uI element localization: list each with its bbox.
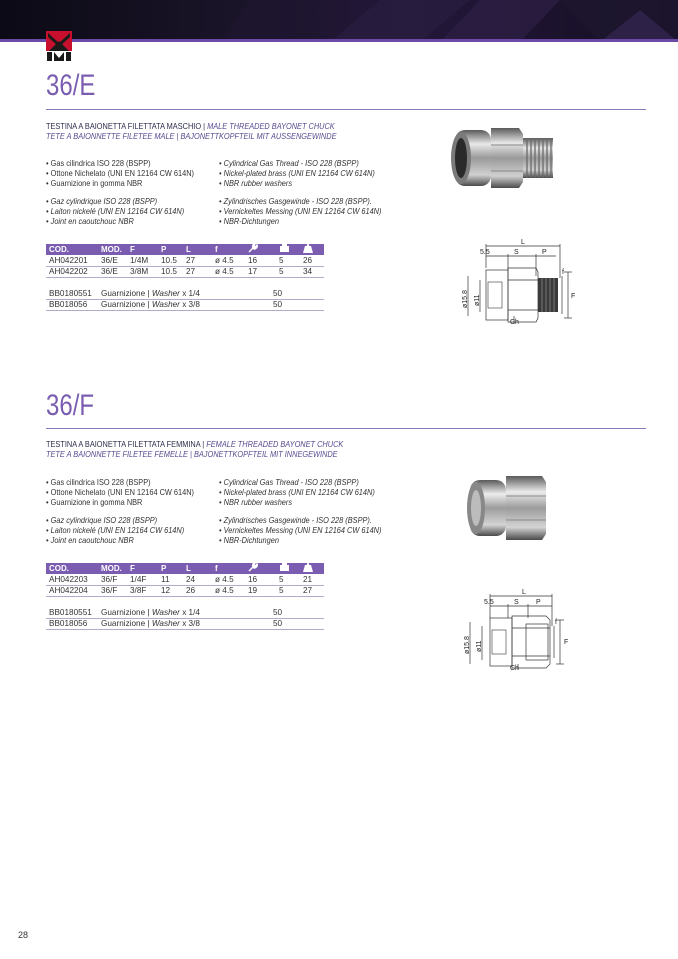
dim-label: f bbox=[562, 269, 564, 276]
gasket-label: Guarnizione | bbox=[101, 619, 150, 628]
dim-label: P bbox=[542, 249, 547, 256]
dim-label: S bbox=[514, 599, 519, 606]
bullet: • Guarnizione in gomma NBR bbox=[46, 497, 143, 507]
table-row bbox=[46, 574, 324, 585]
cell: AH042203 bbox=[46, 574, 98, 585]
cell: 24 bbox=[183, 574, 212, 585]
subtitle-italic: TETE A BAIONNETTE FILETEE FEMELLE | BAJONETTKOPFTEIL MIT INNEGEWINDE bbox=[46, 449, 338, 459]
cell: 17 bbox=[245, 266, 276, 277]
dim-label: P bbox=[536, 599, 541, 606]
bullet: • Guarnizione in gomma NBR bbox=[46, 178, 143, 188]
cell bbox=[98, 607, 270, 618]
col-weight bbox=[300, 244, 324, 255]
col-cod: COD. bbox=[46, 563, 98, 574]
cell: 50 bbox=[270, 288, 324, 299]
cell: 5 bbox=[276, 574, 300, 585]
cell: 3/8M bbox=[127, 266, 158, 277]
col-box bbox=[276, 563, 300, 574]
table-header bbox=[46, 244, 324, 255]
cell: AH042201 bbox=[46, 255, 98, 266]
bullet: • Nickel-plated brass (UNI EN 12164 CW 614N) bbox=[219, 168, 375, 178]
bullet: • Ottone Nichelato (UNI EN 12164 CW 614N) bbox=[46, 487, 195, 497]
cell: BB018056 bbox=[46, 618, 98, 629]
cell bbox=[98, 288, 270, 299]
brand-logo bbox=[46, 31, 72, 63]
bullet: • Vernickeltes Messing (UNI EN 12164 CW 614N) bbox=[219, 525, 382, 535]
product-table bbox=[46, 563, 324, 597]
gasket-size: x 1/4 bbox=[182, 607, 200, 617]
bullet: • Zylindrisches Gasgewinde - ISO 228 (BSPP). bbox=[219, 515, 372, 525]
cell: 50 bbox=[270, 618, 324, 629]
cell: 36/E bbox=[98, 255, 127, 266]
wrench-icon bbox=[248, 244, 258, 253]
cell: 21 bbox=[300, 574, 324, 585]
cell: ø 4.5 bbox=[212, 255, 245, 266]
cell: 26 bbox=[183, 585, 212, 596]
section-rule bbox=[46, 428, 646, 429]
product-photo-female bbox=[466, 472, 550, 544]
col-cod: COD. bbox=[46, 244, 98, 255]
gasket-size: x 3/8 bbox=[182, 300, 200, 309]
cell: ø 4.5 bbox=[212, 585, 245, 596]
bullet: • Laiton nickelé (UNI EN 12164 CW 614N) bbox=[46, 525, 185, 535]
col-p: P bbox=[158, 563, 183, 574]
bullet: • Cylindrical Gas Thread - ISO 228 (BSPP) bbox=[219, 158, 359, 168]
section-subtitle-1 bbox=[46, 121, 335, 131]
cell: 36/F bbox=[98, 585, 127, 596]
cell: BB0180551 bbox=[46, 607, 98, 618]
banner-decoration bbox=[0, 0, 678, 42]
dim-label: S bbox=[514, 249, 519, 256]
col-l: L bbox=[183, 244, 212, 255]
cell: 19 bbox=[245, 585, 276, 596]
cell: 11 bbox=[158, 574, 183, 585]
bullet: • Gaz cylindrique ISO 228 (BSPP) bbox=[46, 196, 158, 206]
wrench-icon bbox=[248, 563, 258, 572]
subtitle-italic: FEMALE THREADED BAYONET CHUCK bbox=[206, 439, 344, 449]
table-header bbox=[46, 563, 324, 574]
cell: 16 bbox=[245, 255, 276, 266]
weight-icon bbox=[303, 563, 313, 572]
cell: 34 bbox=[300, 266, 324, 277]
cell: 1/4F bbox=[127, 574, 158, 585]
table-row bbox=[46, 255, 324, 266]
gasket-label-it: Washer bbox=[151, 619, 180, 628]
cell: 12 bbox=[158, 585, 183, 596]
section-subtitle-2 bbox=[46, 449, 338, 459]
dim-label: Ch bbox=[510, 319, 519, 326]
section-title: 36/F bbox=[46, 389, 95, 422]
cell: 5 bbox=[276, 585, 300, 596]
bullet: • Joint en caoutchouc NBR bbox=[46, 216, 134, 226]
cell: AH042202 bbox=[46, 266, 98, 277]
table-row bbox=[46, 299, 324, 310]
col-l: L bbox=[183, 563, 212, 574]
cell: 50 bbox=[270, 299, 324, 310]
box-icon bbox=[279, 244, 290, 253]
dim-label: Ch bbox=[510, 665, 519, 672]
technical-drawing-male bbox=[458, 236, 588, 326]
bullet: • Ottone Nichelato (UNI EN 12164 CW 614N) bbox=[46, 168, 195, 178]
bullet: • NBR-Dichtungen bbox=[219, 535, 279, 545]
bullet: • NBR rubber washers bbox=[219, 497, 293, 507]
cell: 3/8F bbox=[127, 585, 158, 596]
gasket-label-it: Washer bbox=[151, 300, 180, 309]
gasket-table bbox=[46, 288, 324, 311]
section-subtitle-1 bbox=[46, 439, 343, 449]
cell: 16 bbox=[245, 574, 276, 585]
cell: BB018056 bbox=[46, 299, 98, 310]
cell: 27 bbox=[183, 255, 212, 266]
col-f: F bbox=[127, 563, 158, 574]
product-photo-male bbox=[447, 120, 559, 196]
cell: 5 bbox=[276, 266, 300, 277]
bullet: • Gas cilindrica ISO 228 (BSPP) bbox=[46, 477, 151, 487]
product-table bbox=[46, 244, 324, 278]
dim-label: 5.5 bbox=[480, 249, 490, 256]
cell: 5 bbox=[276, 255, 300, 266]
table-row bbox=[46, 288, 324, 299]
table-row bbox=[46, 266, 324, 277]
cell: 36/E bbox=[98, 266, 127, 277]
cell: ø 4.5 bbox=[212, 574, 245, 585]
gasket-size: x 1/4 bbox=[182, 288, 200, 298]
bullet: • Vernickeltes Messing (UNI EN 12164 CW 614N) bbox=[219, 206, 382, 216]
col-mod: MOD. bbox=[98, 244, 127, 255]
bullet: • Cylindrical Gas Thread - ISO 228 (BSPP) bbox=[219, 477, 359, 487]
subtitle-plain: TESTINA A BAIONETTA FILETTATA MASCHIO | bbox=[46, 121, 206, 131]
dim-label: F bbox=[564, 639, 569, 646]
cell bbox=[98, 618, 270, 629]
bullet: • NBR rubber washers bbox=[219, 178, 293, 188]
bullet: • Gaz cylindrique ISO 228 (BSPP) bbox=[46, 515, 158, 525]
box-icon bbox=[279, 563, 290, 572]
table-row bbox=[46, 607, 324, 618]
subtitle-plain: TESTINA A BAIONETTA FILETTATA FEMMINA | bbox=[46, 439, 205, 449]
table-row bbox=[46, 618, 324, 629]
cell bbox=[98, 299, 270, 310]
cell: ø 4.5 bbox=[212, 266, 245, 277]
cell: 10.5 bbox=[158, 266, 183, 277]
dim-label: L bbox=[522, 589, 526, 596]
gasket-label-it: Washer bbox=[151, 607, 180, 617]
table-row bbox=[46, 585, 324, 596]
col-mod: MOD. bbox=[98, 563, 127, 574]
section-rule bbox=[46, 109, 646, 110]
gasket-label: Guarnizione | bbox=[101, 300, 150, 309]
col-weight bbox=[300, 563, 324, 574]
bullet: • Joint en caoutchouc NBR bbox=[46, 535, 134, 545]
gasket-label: Guarnizione | bbox=[101, 288, 150, 298]
gasket-size: x 3/8 bbox=[182, 619, 200, 628]
cell: 1/4M bbox=[127, 255, 158, 266]
dim-label: L bbox=[521, 239, 525, 246]
col-f: F bbox=[127, 244, 158, 255]
top-banner bbox=[0, 0, 678, 42]
dim-label: 5.5 bbox=[484, 599, 494, 606]
gasket-label: Guarnizione | bbox=[101, 607, 150, 617]
col-small-f: f bbox=[212, 244, 245, 255]
bullet: • Gas cilindrica ISO 228 (BSPP) bbox=[46, 158, 151, 168]
bullet: • NBR-Dichtungen bbox=[219, 216, 279, 226]
cell: 10.5 bbox=[158, 255, 183, 266]
cell: BB0180551 bbox=[46, 288, 98, 299]
col-wrench bbox=[245, 563, 276, 574]
bullet: • Zylindrisches Gasgewinde - ISO 228 (BSPP). bbox=[219, 196, 372, 206]
cell: 26 bbox=[300, 255, 324, 266]
dim-label: f bbox=[555, 619, 557, 626]
cell: 50 bbox=[270, 607, 324, 618]
subtitle-italic: MALE THREADED BAYONET CHUCK bbox=[207, 121, 335, 131]
gasket-label-it: Washer bbox=[151, 288, 180, 298]
gasket-table bbox=[46, 607, 324, 630]
section-title: 36/E bbox=[46, 69, 96, 102]
dim-label: ø15.8 bbox=[462, 290, 469, 308]
weight-icon bbox=[303, 244, 313, 253]
col-wrench bbox=[245, 244, 276, 255]
cell: 36/F bbox=[98, 574, 127, 585]
col-p: P bbox=[158, 244, 183, 255]
col-small-f: f bbox=[212, 563, 245, 574]
dim-label: ø11 bbox=[476, 640, 483, 652]
dim-label: ø15.8 bbox=[464, 636, 471, 654]
col-box bbox=[276, 244, 300, 255]
page-number: 28 bbox=[18, 930, 29, 940]
bullet: • Nickel-plated brass (UNI EN 12164 CW 614N) bbox=[219, 487, 375, 497]
cell: 27 bbox=[300, 585, 324, 596]
section-subtitle-2 bbox=[46, 131, 336, 141]
cell: 27 bbox=[183, 266, 212, 277]
subtitle-italic: TETE A BAIONNETTE FILETEE MALE | BAJONETTKOPFTEIL MIT AUSSENGEWINDE bbox=[46, 131, 337, 141]
banner-stripe bbox=[0, 39, 678, 42]
dim-label: F bbox=[571, 293, 576, 300]
technical-drawing-female bbox=[460, 586, 580, 672]
dim-label: ø11 bbox=[474, 294, 481, 306]
bullet: • Laiton nickelé (UNI EN 12164 CW 614N) bbox=[46, 206, 185, 216]
cell: AH042204 bbox=[46, 585, 98, 596]
